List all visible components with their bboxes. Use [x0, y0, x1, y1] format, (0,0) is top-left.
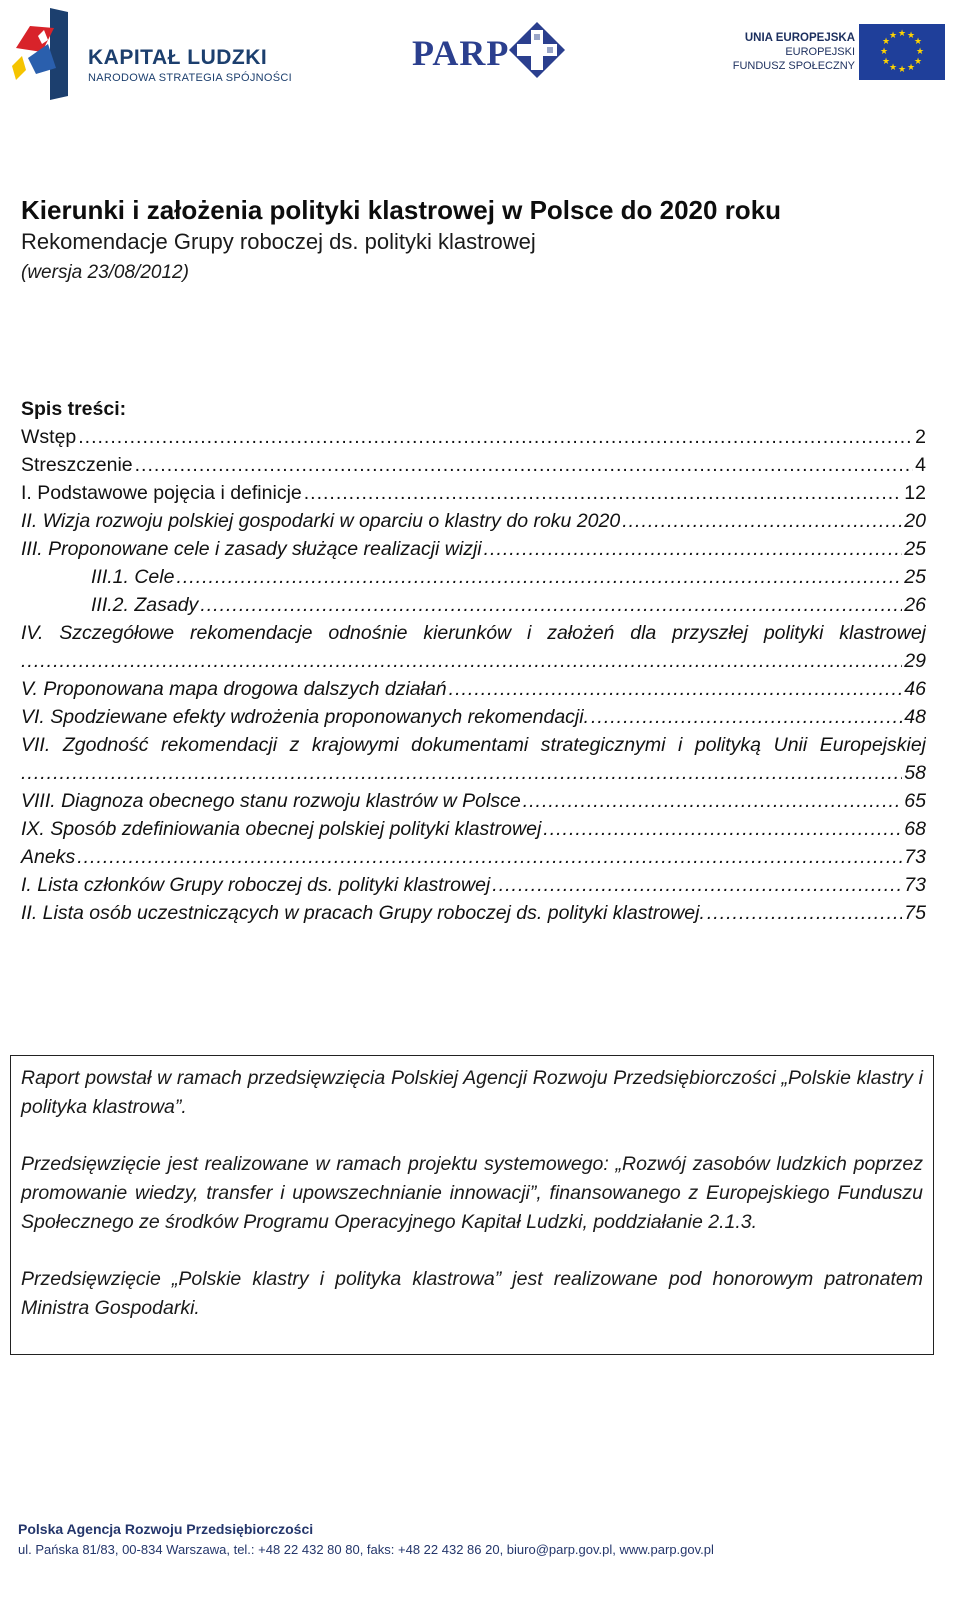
toc-item-page: 2 [915, 426, 926, 448]
eu-flag-icon [859, 24, 945, 80]
toc-item-label: IX. Sposób zdefiniowania obecnej polskiej polityki klastrowej [21, 818, 542, 840]
toc-item-label: III.1. Cele [91, 566, 175, 588]
svg-text:★: ★ [879, 47, 889, 57]
title-block [21, 193, 936, 287]
kapital-ludzki-emblem-icon [8, 8, 78, 100]
toc-item-page: 12 [904, 482, 926, 504]
info-box [10, 1055, 934, 1355]
kapital-ludzki-logo [8, 8, 308, 103]
svg-text:★: ★ [888, 63, 898, 73]
svg-text:★: ★ [915, 47, 925, 57]
toc-item-label: I. Lista członków Grupy roboczej ds. polityki klastrowej [21, 874, 491, 896]
toc-leader-dots [523, 787, 903, 815]
toc-item-page: 65 [904, 790, 926, 812]
toc-item-page: 73 [904, 874, 926, 896]
toc-item-page: 73 [904, 846, 926, 868]
toc-item[interactable] [21, 535, 926, 563]
toc-item[interactable] [21, 703, 926, 731]
toc-item-label: II. Lista osób uczestniczących w pracach Grupy roboczej ds. polityki klastrowej. [21, 902, 705, 924]
svg-text:★: ★ [913, 57, 923, 67]
document-version: (wersja 23/08/2012) [21, 262, 189, 283]
toc-leader-dots [135, 451, 914, 479]
svg-text:★: ★ [881, 37, 891, 47]
toc-leader-dots [176, 563, 902, 591]
toc-item[interactable] [21, 591, 926, 619]
toc-item[interactable] [21, 675, 926, 703]
toc-item-page: 26 [904, 594, 926, 616]
eu-logo-line3: FUNDUSZ SPOŁECZNY [732, 60, 855, 72]
toc-item-label: Aneks [21, 846, 76, 868]
toc-item-continuation [21, 759, 926, 787]
toc-item[interactable] [21, 899, 926, 927]
document-title: Kierunki i założenia polityki klastrowej w Polsce do 2020 roku [21, 195, 782, 225]
footer-organization: Polska Agencja Rozwoju Przedsiębiorczości [18, 1521, 314, 1537]
toc-item-page: 25 [904, 538, 926, 560]
kapital-ludzki-title: KAPITAŁ LUDZKI [88, 46, 268, 69]
toc-item[interactable] [21, 451, 926, 479]
toc-item-label: V. Proponowana mapa drogowa dalszych działań [21, 678, 447, 700]
toc-item[interactable] [21, 479, 926, 507]
table-of-contents [21, 395, 926, 927]
logo-bar [0, 0, 960, 110]
parp-logo-text: PARP [412, 33, 510, 73]
info-paragraph-2: Przedsięwzięcie jest realizowane w ramach projektu systemowego: „Rozwój zasobów ludzkich poprzez promowanie wiedzy, transfer i upowszechnianie innowacji”, finansowanego z Europejskiego Funduszu Społecznego ze środków Programu Operacyjnego Kapitał Ludzki, poddziałanie 2.1.3. [21, 1153, 923, 1233]
kapital-ludzki-subtitle: NARODOWA STRATEGIA SPÓJNOŚCI [88, 72, 292, 84]
toc-item-label: VII. Zgodność rekomendacji z krajowymi dokumentami strategicznymi i polityką Unii Europejskiej [21, 734, 926, 756]
toc-leader-dots [622, 507, 902, 535]
toc-item-page: 4 [915, 454, 926, 476]
toc-item[interactable] [21, 619, 926, 675]
toc-leader-dots [200, 591, 902, 619]
svg-text:★: ★ [881, 57, 891, 67]
toc-heading: Spis treści: [21, 398, 127, 420]
svg-text:★: ★ [906, 63, 916, 73]
toc-item-page: 46 [904, 678, 926, 700]
svg-text:★: ★ [888, 31, 898, 41]
toc-leader-dots [21, 647, 902, 675]
toc-item-page: 20 [904, 510, 926, 532]
toc-item-page: 75 [904, 902, 926, 924]
toc-item-label: IV. Szczegółowe rekomendacje odnośnie kierunków i założeń dla przyszłej polityki klastrowej [21, 622, 926, 644]
toc-item[interactable] [21, 843, 926, 871]
toc-leader-dots [484, 535, 903, 563]
toc-item-label: Streszczenie [21, 454, 133, 476]
eu-logo-line1: UNIA EUROPEJSKA [744, 32, 855, 44]
info-paragraph-1: Raport powstał w ramach przedsięwzięcia Polskiej Agencji Rozwoju Przedsiębiorczości „Polskie klastry i polityka klastrowa”. [21, 1067, 923, 1118]
toc-item-page: 29 [904, 650, 926, 672]
toc-leader-dots [21, 759, 902, 787]
parp-diamond-icon [507, 20, 567, 80]
toc-item[interactable] [21, 423, 926, 451]
toc-item-label: III.2. Zasady [91, 594, 199, 616]
toc-leader-dots [492, 871, 902, 899]
eu-logo [715, 24, 945, 84]
toc-leader-dots [78, 423, 913, 451]
toc-item-page: 68 [904, 818, 926, 840]
info-paragraph-3: Przedsięwzięcie „Polskie klastry i polityka klastrowa” jest realizowane pod honorowym patronatem Ministra Gospodarki. [21, 1268, 923, 1319]
toc-item[interactable] [21, 815, 926, 843]
parp-logo [412, 20, 582, 90]
toc-item-label: Wstęp [21, 426, 77, 448]
svg-text:★: ★ [906, 31, 916, 41]
toc-item[interactable] [21, 731, 926, 787]
eu-logo-line2: EUROPEJSKI [785, 46, 855, 58]
svg-text:★: ★ [897, 29, 907, 39]
toc-leader-dots [449, 675, 903, 703]
toc-leader-dots [304, 479, 903, 507]
toc-item-page: 48 [904, 706, 926, 728]
toc-item[interactable] [21, 871, 926, 899]
toc-item-label: I. Podstawowe pojęcia i definicje [21, 482, 302, 504]
toc-item-label: VIII. Diagnoza obecnego stanu rozwoju klastrów w Polsce [21, 790, 521, 812]
svg-text:★: ★ [897, 65, 907, 75]
document-subtitle: Rekomendacje Grupy roboczej ds. polityki klastrowej [21, 229, 536, 254]
page-footer [18, 1518, 948, 1560]
toc-item-label: III. Proponowane cele i zasady służące realizacji wizji [21, 538, 482, 560]
toc-item-page: 58 [904, 762, 926, 784]
toc-leader-dots [591, 703, 902, 731]
toc-leader-dots [543, 815, 902, 843]
toc-leader-dots [77, 843, 902, 871]
toc-item-label: II. Wizja rozwoju polskiej gospodarki w oparciu o klastry do roku 2020 [21, 510, 621, 532]
toc-item-page: 25 [904, 566, 926, 588]
toc-leader-dots [707, 899, 902, 927]
footer-address: ul. Pańska 81/83, 00-834 Warszawa, tel.: +48 22 432 80 80, faks: +48 22 432 86 20, biuro@parp.gov.pl, www.parp.gov.pl [18, 1542, 714, 1557]
toc-item-continuation [21, 647, 926, 675]
toc-item[interactable] [21, 563, 926, 591]
toc-item[interactable] [21, 507, 926, 535]
toc-item-label: VI. Spodziewane efekty wdrożenia proponowanych rekomendacji. [21, 706, 589, 728]
svg-text:★: ★ [913, 37, 923, 47]
toc-item[interactable] [21, 787, 926, 815]
